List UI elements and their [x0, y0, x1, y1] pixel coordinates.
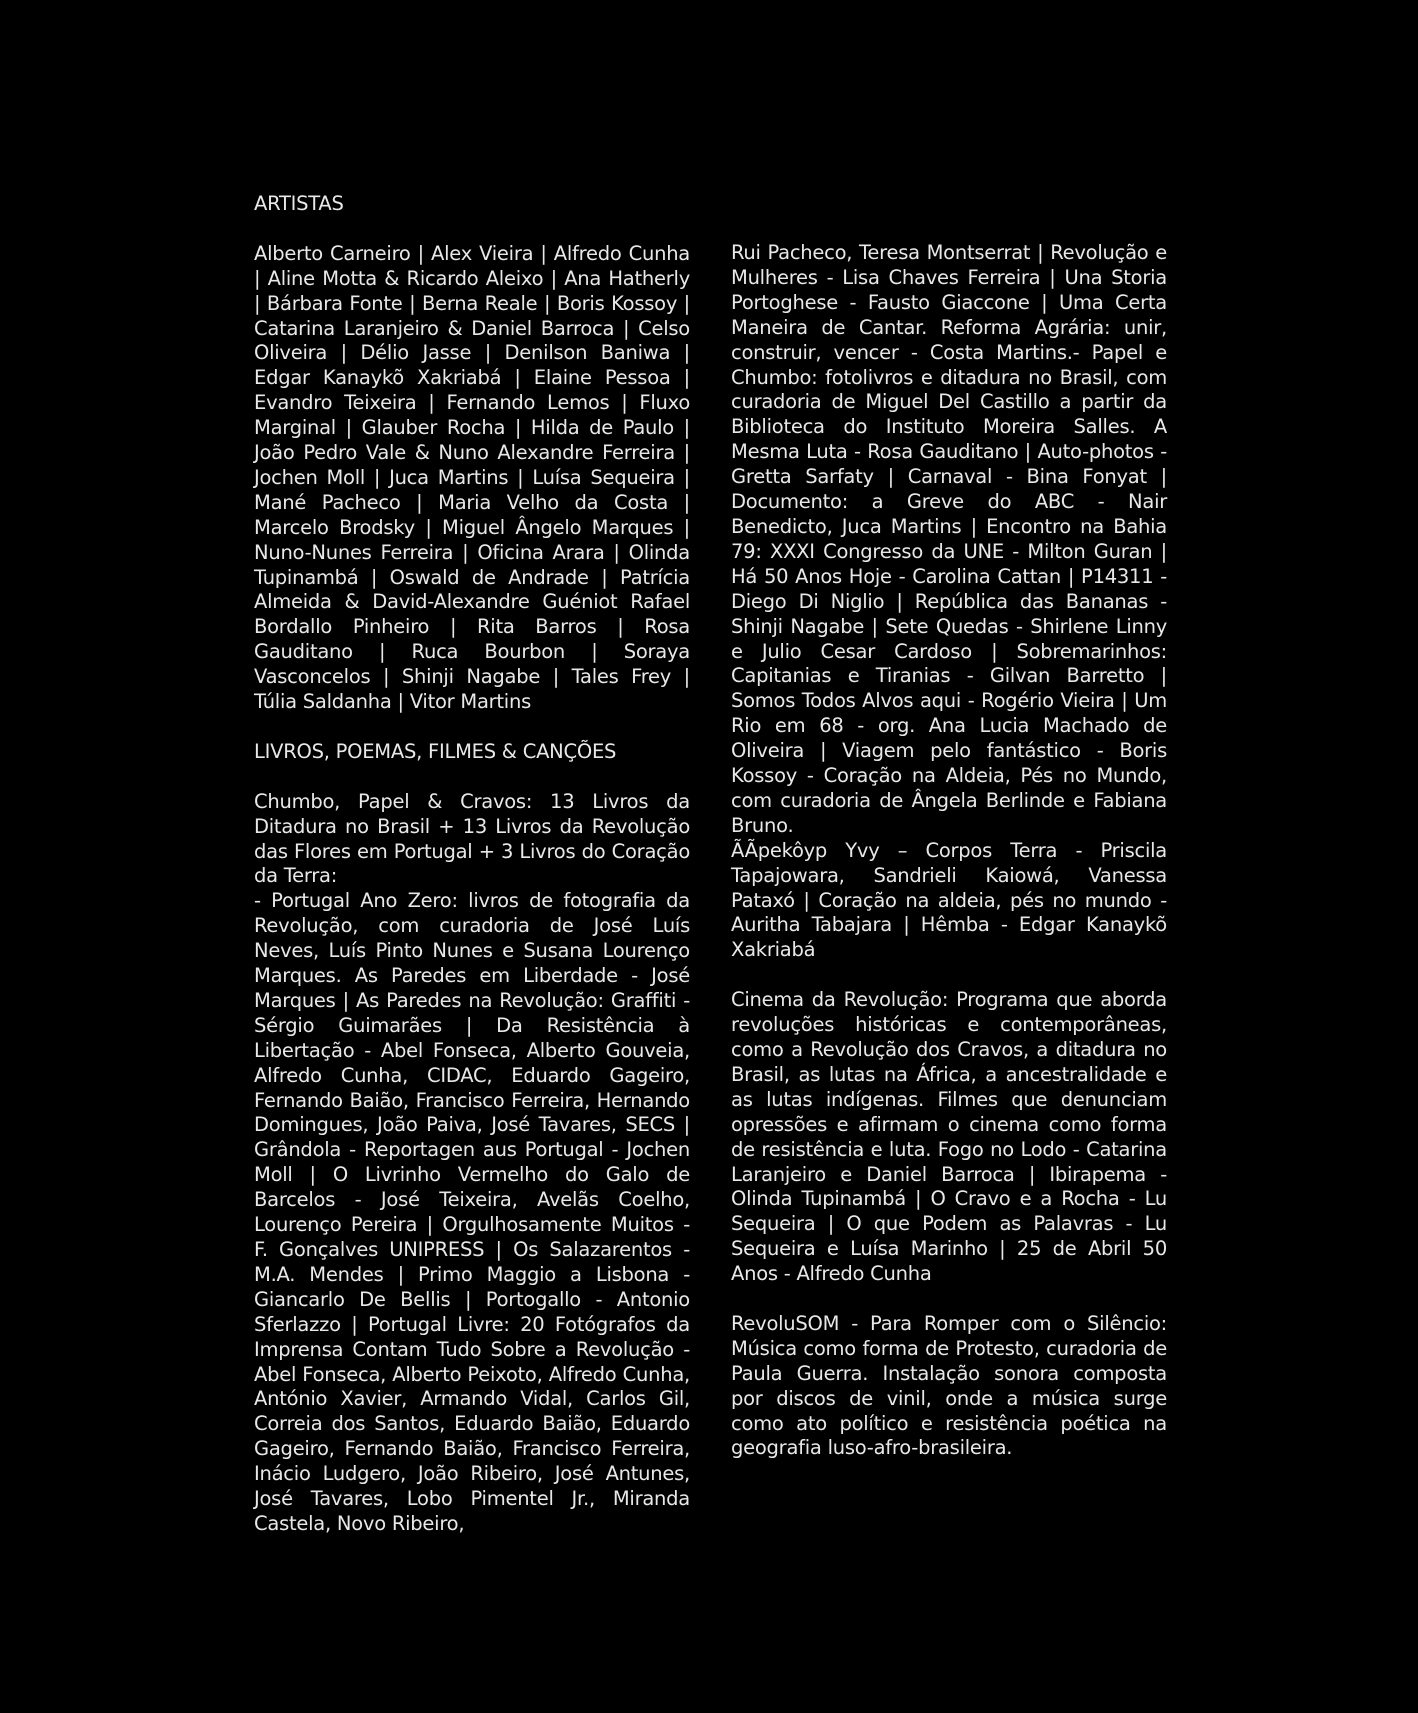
spacer — [254, 765, 690, 790]
spacer — [254, 715, 690, 740]
artistas-heading: ARTISTAS — [254, 192, 344, 215]
left-column — [254, 192, 690, 1537]
cinema-paragraph: Cinema da Revolução: Programa que aborda revoluções históricas e contemporâneas, como a Revolução dos Cravos, a ditadura no Brasil, as lutas na África, a ancestralidade e as lutas indígenas. Filmes que denunciam opressões e afirmam o cinema como forma de resistência e luta. Fogo no Lodo - Catarina Laranjeiro e Daniel Barroca | Ibirapema - Olinda Tupinambá | O Cravo e a Rocha - Lu Sequeira | O que Podem as Palavras - Lu Sequeira e Luísa Marinho | 25 de Abril 50 Anos - Alfredo Cunha — [731, 988, 1167, 1286]
livros-brasil-list: Rui Pacheco, Teresa Montserrat | Revolução e Mulheres - Lisa Chaves Ferreira | Una Storia Portoghese - Fausto Giaccone | Uma Certa Maneira de Cantar. Reforma Agrária: unir, construir, vencer - Costa Martins.- Papel e Chumbo: fotolivros e ditadura no Brasil, com curadoria de Miguel Del Castillo a partir da Biblioteca do Instituto Moreira Salles. A Mesma Luta - Rosa Gauditano | Auto-photos - Gretta Sarfaty | Carnaval - Bina Fonyat | Documento: a Greve do ABC - Nair Benedicto, Juca Martins | Encontro na Bahia 79: XXXI Congresso da UNE - Milton Guran | Há 50 Anos Hoje - Carolina Cattan | P14311 - Diego Di Niglio | República das Bananas - Shinji Nagabe | Sete Quedas - Shirlene Linny e Julio Cesar Cardoso | Sobremarinhos: Capitanias e Tiranias - Gilvan Barretto | Somos Todos Alvos aqui - Rogério Vieira | Um Rio em 68 - org. Ana Lucia Machado de Oliveira | Viagem pelo fantástico - Boris Kossoy - Coração na Aldeia, Pés no Mundo, com curadoria de Ângela Berlinde e Fabiana Bruno. — [731, 241, 1167, 837]
livros-heading: LIVROS, POEMAS, FILMES & CANÇÕES — [254, 739, 617, 763]
spacer — [254, 217, 690, 242]
right-column — [731, 241, 1167, 1461]
revolusom-paragraph: RevoluSOM - Para Romper com o Silêncio: Música como forma de Protesto, curadoria de Paula Guerra. Instalação sonora composta por discos de vinil, onde a música surge como ato político e resistência poética na geografia luso-afro-brasileira. — [731, 1311, 1167, 1460]
livros-intro: Chumbo, Papel & Cravos: 13 Livros da Ditadura no Brasil + 13 Livros da Revolução das Flores em Portugal + 3 Livros do Coração da Terra: — [254, 789, 690, 888]
livros-terra-list: ÃÃpekôyp Yvy – Corpos Terra - Priscila Tapajowara, Sandrieli Kaiowá, Vanessa Pataxó | Coração na aldeia, pés no mundo - Auritha Tabajara | Hêmba - Edgar Kanaykõ Xakriabá — [731, 838, 1167, 962]
spacer — [731, 963, 1167, 988]
spacer — [731, 1287, 1167, 1312]
livros-portugal-list: - Portugal Ano Zero: livros de fotografia da Revolução, com curadoria de José Luís Neves, Luís Pinto Nunes e Susana Lourenço Marques. As Paredes em Liberdade - José Marques | As Paredes na Revolução: Graffiti - Sérgio Guimarães | Da Resistência à Libertação - Abel Fonseca, Alberto Gouveia, Alfredo Cunha, CIDAC, Eduardo Gageiro, Fernando Baião, Francisco Ferreira, Hernando Domingues, João Paiva, José Tavares, SECS | Grândola - Reportagen aus Portugal - Jochen Moll | O Livrinho Vermelho do Galo de Barcelos - José Teixeira, Avelãs Coelho, Lourenço Pereira | Orgulhosamente Muitos - F. Gonçalves UNIPRESS | Os Salazarentos - M.A. Mendes | Primo Maggio a Lisbona - Giancarlo De Bellis | Portogallo - Antonio Sferlazzo | Portugal Livre: 20 Fotógrafos da Imprensa Contam Tudo Sobre a Revolução - Abel Fonseca, Alberto Peixoto, Alfredo Cunha, António Xavier, Armando Vidal, Carlos Gil, Correia dos Santos, Eduardo Baião, Eduardo Gageiro, Fernando Baião, Francisco Ferreira, Inácio Ludgero, João Ribeiro, José Antunes, José Tavares, Lobo Pimentel Jr., Miranda Castela, Novo Ribeiro, — [254, 889, 690, 1535]
artistas-list: Alberto Carneiro | Alex Vieira | Alfredo Cunha | Aline Motta & Ricardo Aleixo | Ana Hatherly | Bárbara Fonte | Berna Reale | Boris Kossoy | Catarina Laranjeiro & Daniel Barroca | Celso Oliveira | Délio Jasse | Denilson Baniwa | Edgar Kanaykõ Xakriabá | Elaine Pessoa | Evandro Teixeira | Fernando Lemos | Fluxo Marginal | Glauber Rocha | Hilda de Paulo | João Pedro Vale & Nuno Alexandre Ferreira | Jochen Moll | Juca Martins | Luísa Sequeira | Mané Pacheco | Maria Velho da Costa | Marcelo Brodsky | Miguel Ângelo Marques | Nuno-Nunes Ferreira | Oficina Arara | Olinda Tupinambá | Oswald de Andrade | Patrícia Almeida & David-Alexandre Guéniot Rafael Bordallo Pinheiro | Rita Barros | Rosa Gauditano | Ruca Bourbon | Soraya Vasconcelos | Shinji Nagabe | Tales Frey | Túlia Saldanha | Vitor Martins — [254, 241, 690, 714]
